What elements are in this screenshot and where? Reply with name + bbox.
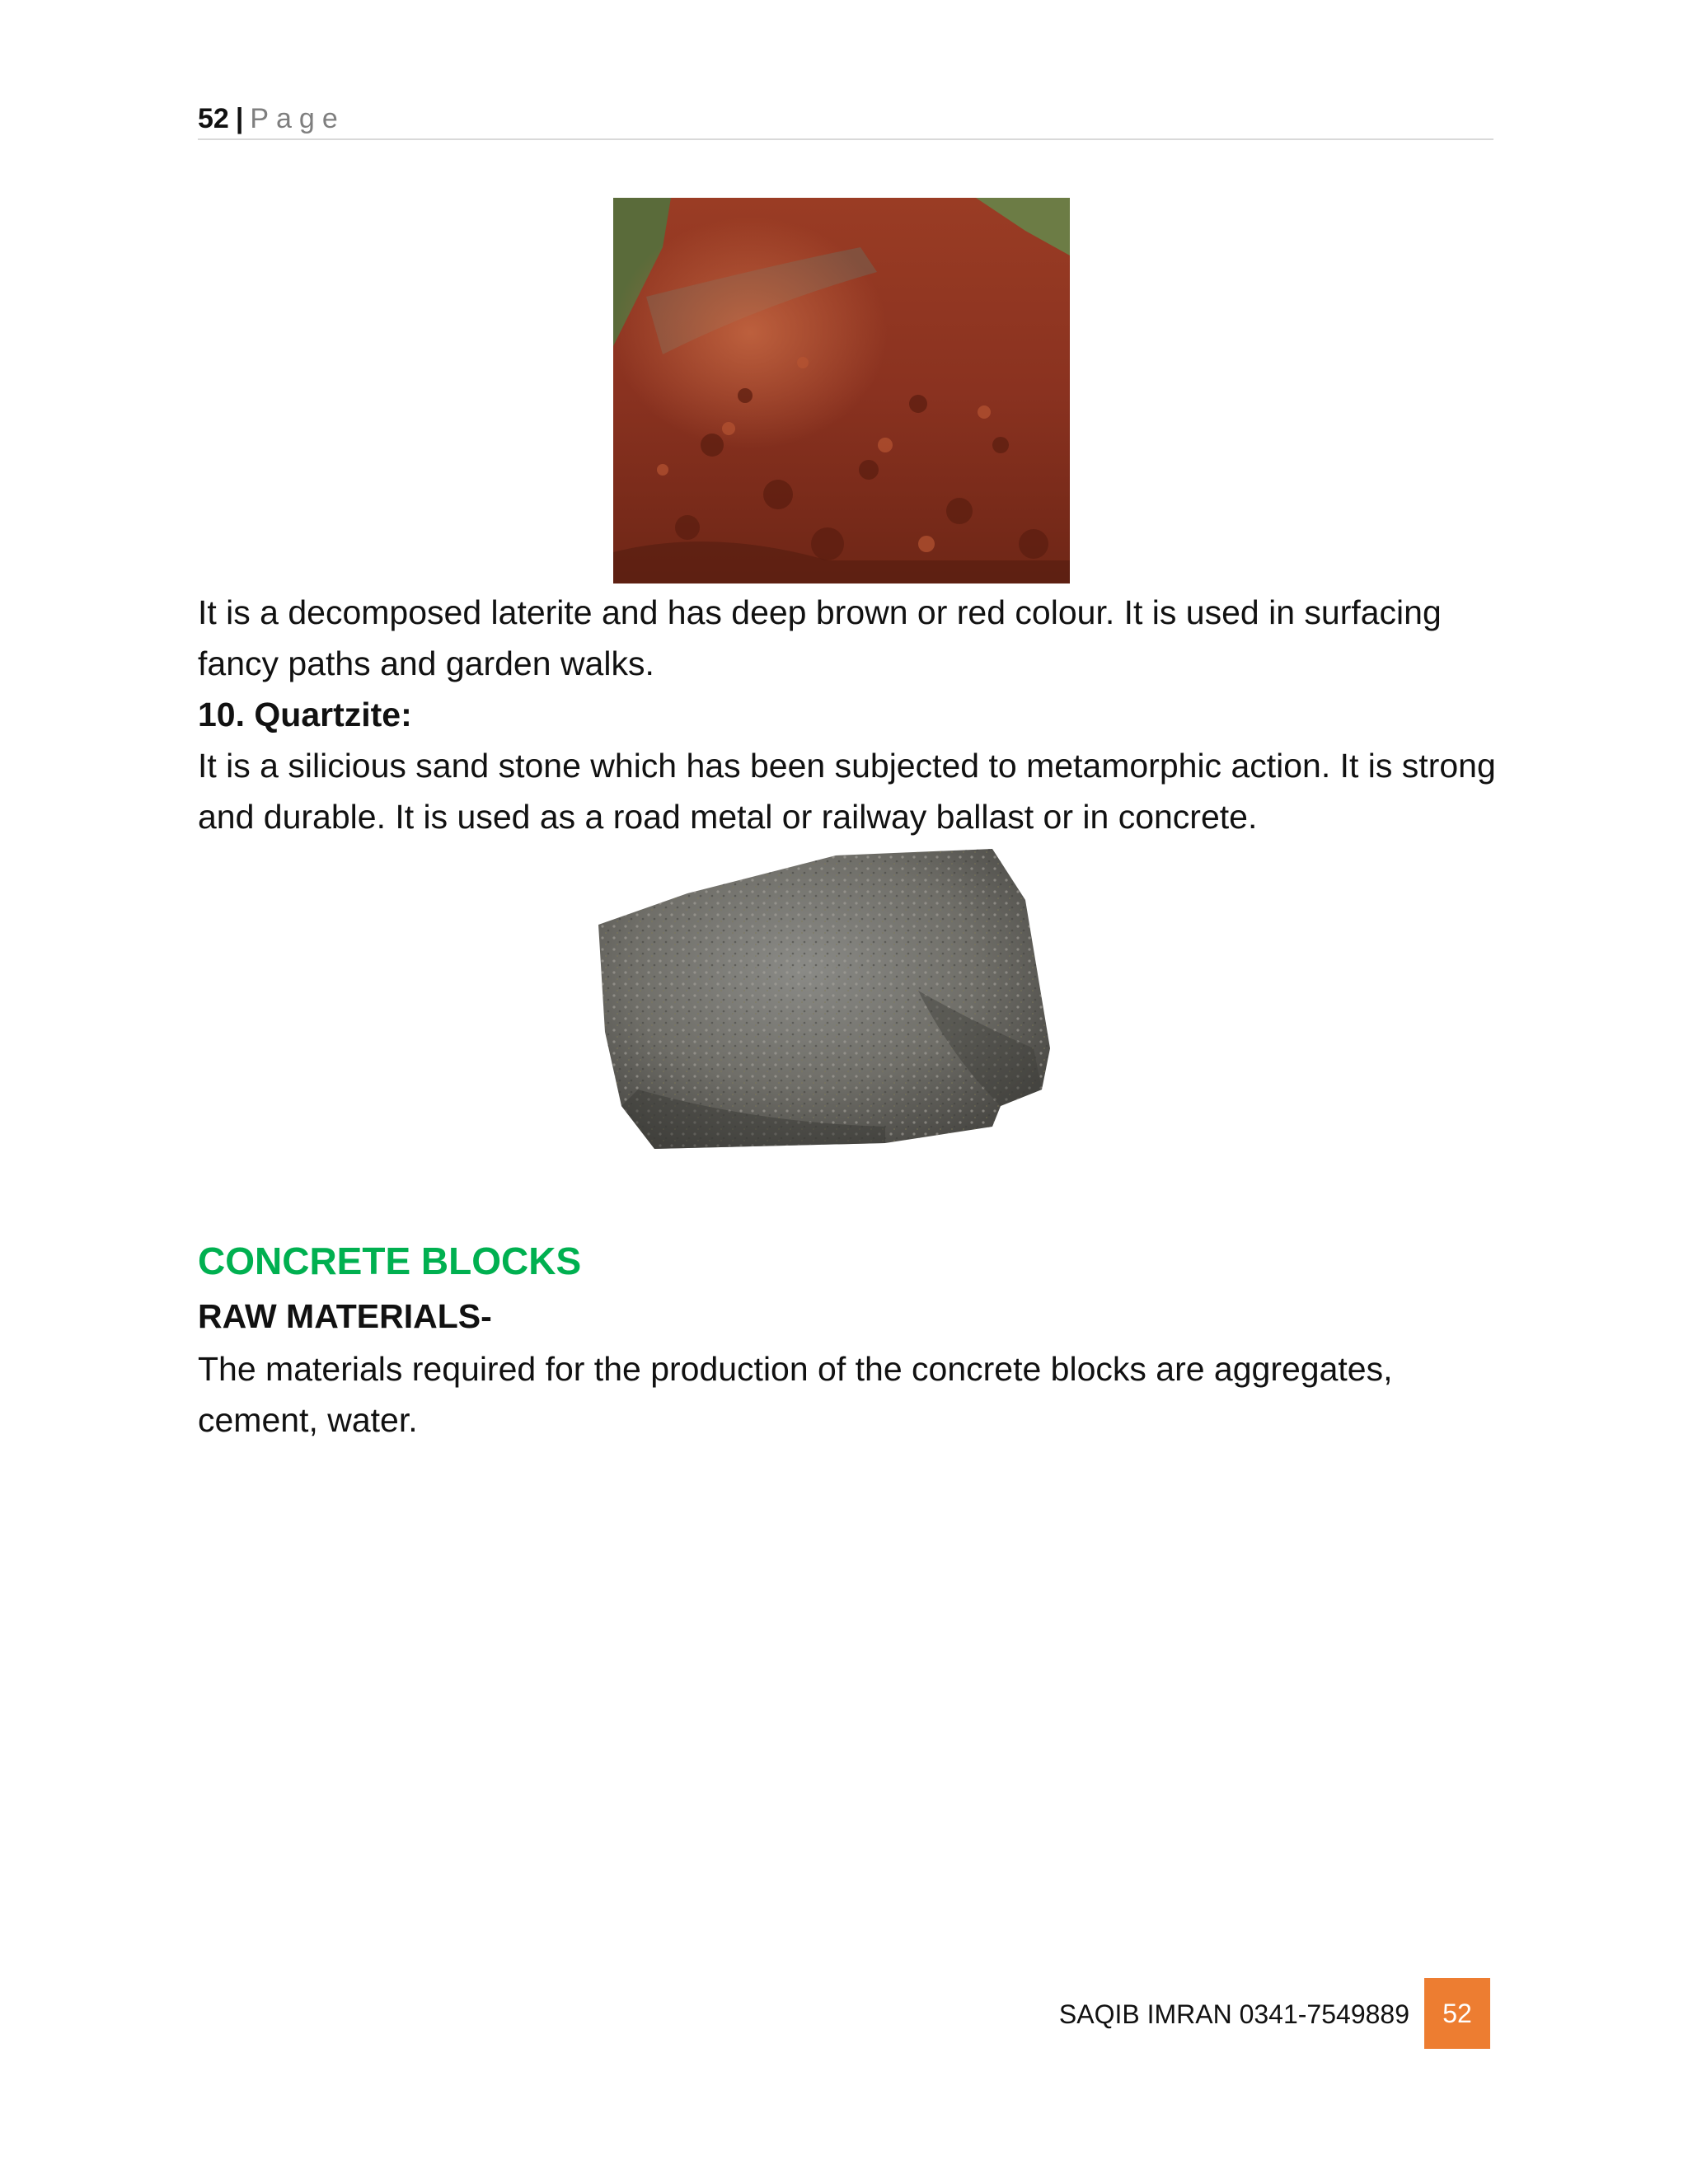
quartzite-heading: 10. Quartzite:: [198, 696, 412, 733]
quartzite-rock-photo: [588, 842, 1058, 1174]
laterite-soil-photo: [613, 198, 1070, 583]
section-title: CONCRETE BLOCKS: [198, 1240, 582, 1282]
footer-page-badge: 52: [1424, 1978, 1490, 2049]
page-header: [198, 97, 1493, 140]
header-page-number: 52: [198, 103, 229, 134]
laterite-description: It is a decomposed laterite and has deep brown or red colour. It is used in surfacing fancy paths and garden walks.: [198, 593, 1442, 682]
raw-materials-description: The materials required for the production of the concrete blocks are aggregates, cement, water.: [198, 1350, 1393, 1439]
footer-author: SAQIB IMRAN 0341-7549889: [1058, 1999, 1409, 2029]
header-page-word: Page: [250, 103, 345, 134]
quartzite-description: It is a silicious sand stone which has been subjected to metamorphic action. It is strong and durable. It is used as a road metal or railway ballast or in concrete.: [198, 747, 1496, 836]
header-separator: |: [235, 103, 244, 134]
raw-materials-heading: RAW MATERIALS-: [198, 1297, 492, 1335]
